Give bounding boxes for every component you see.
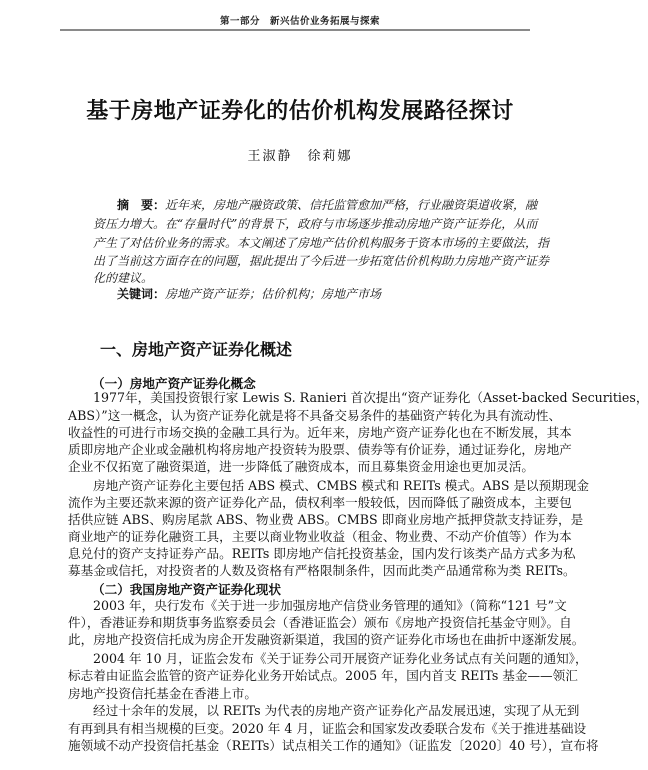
text-line: 商业地产的证券化融资工具，主要以商业物业收益（租金、物业费、不动产价值等）作为本 (68, 529, 572, 544)
keywords-label: 关键词： (117, 287, 166, 301)
keywords: 关键词：房地产资产证券；估价机构；房地产市场 (117, 287, 382, 301)
abstract-line: 化的建议。 (93, 271, 154, 285)
text-line: 2004 年 10 月，证监会发布《关于证券公司开展资产证券化业务试点有关问题的通知》， (93, 651, 588, 666)
subsection-heading: （一）房地产资产证券化概念 (92, 376, 256, 391)
text-line: 1977年，美国投资银行家 Lewis S. Ranieri 首次提出“资产证券化（Asset-backed Securities， (93, 390, 648, 405)
abstract-label: 摘 要： (117, 198, 166, 212)
text-line: 施领域不动产投资信托基金（REITs）试点相关工作的通知》（证监发〔2020〕40 号），宣布将 (68, 738, 599, 753)
abstract-line: 产生了对估价业务的需求。本文阐述了房地产估价机构服务于资本市场的主要做法，指 (93, 236, 550, 250)
abstract-line: 摘 要：近年来，房地产融资政策、信托监管愈加严格，行业融资渠道收紧，融 (117, 198, 538, 212)
text-line: 息兑付的资产支持证券产品。REITs 即房地产信托投资基金，国内发行该类产品方式多为私 (68, 546, 576, 561)
text-line: 收益性的可进行市场交换的金融工具行为。近年来，房地产资产证券化也在不断发展，其本 (68, 425, 572, 440)
text-line: 括供应链 ABS、购房尾款 ABS、物业费 ABS。CMBS 即商业房地产抵押贷款支持证券，是 (68, 512, 584, 527)
text-line: 标志着由证监会监管的资产证券化业务开始试点。2005 年，国内首支 REITs 基金——领汇 (68, 668, 578, 683)
text-line: 2003 年，央行发布《关于进一步加强房地产信贷业务管理的通知》（简称“121 号”文 (93, 598, 567, 613)
text-line: 经过十余年的发展，以 REITs 为代表的房地产资产证券化产品发展迅速，实现了从无到 (93, 703, 580, 718)
page-title: 基于房地产证券化的估价机构发展路径探讨 (86, 98, 514, 124)
text-line: 件），香港证券和期货事务监察委员会（香港证监会）颁布《房地产投资信托基金守则》。自 (68, 615, 572, 630)
running-header: 第一部分 新兴估价业务拓展与探索 (219, 16, 380, 27)
text-line: 募基金或信托，对投资者的人数及资格有严格限制条件，因而此类产品通常称为类 REITs。 (68, 563, 576, 578)
text-line: ABS）”这一概念，认为资产证券化就是将不具备交易条件的基础资产转化为具有流动性、 (68, 408, 562, 423)
section-heading: 一、房地产资产证券化概述 (100, 340, 293, 359)
text-line: 房地产投资信托基金在香港上市。 (68, 686, 257, 701)
authors: 王淑静 徐莉娜 (247, 149, 353, 164)
text-line: 流作为主要还款来源的资产证券化产品，债权利率一般较低，因而降低了融资成本，主要包 (68, 495, 572, 510)
text-line: 此，房地产投资信托成为房企开发融资新渠道，我国的资产证券化市场也在曲折中逐渐发展。 (68, 632, 585, 647)
abstract-line: 资压力增大。在“存量时代”的背景下，政府与市场逐步推动房地产资产证券化，从而 (93, 217, 538, 231)
subsection-heading: （二）我国房地产资产证券化现状 (92, 582, 281, 597)
text-line: 企业不仅拓宽了融资渠道，进一步降低了融资成本，而且募集资金用途也更加灵活。 (68, 459, 534, 474)
text-line: 房地产资产证券化主要包括 ABS 模式、CMBS 模式和 REITs 模式。ABS 是以预期现金 (93, 478, 590, 493)
text-line: 有再到具有相当规模的巨变。2020 年 4 月，证监会和国家发改委联合发布《关于推进基础设 (68, 721, 587, 736)
header-rule (60, 29, 530, 31)
abstract-line: 出了当前这方面存在的问题，据此提出了今后进一步拓宽估价机构助力房地产资产证券 (93, 254, 550, 268)
text-line: 质即房地产企业或金融机构将房地产投资转为股票、债券等有价证券，通过证券化，房地产 (68, 442, 572, 457)
